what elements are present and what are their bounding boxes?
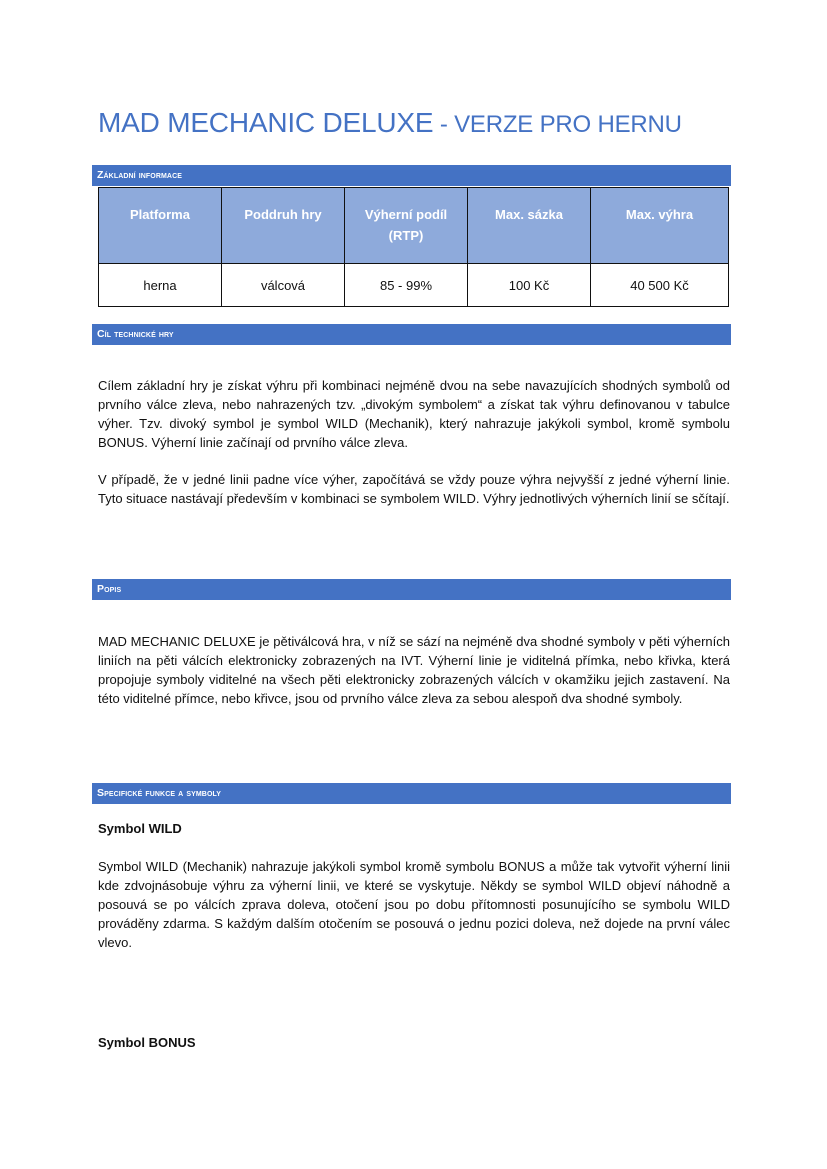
title-main: MAD MECHANIC DELUXE — [98, 107, 434, 138]
table-header-cell: Max. výhra — [591, 188, 729, 264]
table-header-cell: Poddruh hry — [222, 188, 345, 264]
goal-paragraph-1: Cílem základní hry je získat výhru při kombinaci nejméně dvou na sebe navazujících shodných symbolů od prvního válce zleva, nebo nahrazených tzv. „divokým symbolem“ a získat tak výhru definovanou v tabulce výher. Tzv. divoký symbol je symbol WILD (Mechanik), který nahrazuje jakýkoli symbol, kromě symbolu BONUS. Výherní linie začínají od prvního válce zleva. — [98, 378, 730, 450]
table-header-cell: Platforma — [99, 188, 222, 264]
table-row — [99, 264, 729, 307]
bonus-heading: Symbol BONUS — [98, 1035, 196, 1050]
title-sub: VERZE PRO HERNU — [454, 111, 682, 138]
section-header-specific: Specifické funkce a symboly — [92, 783, 731, 804]
table-header-cell: Max. sázka — [468, 188, 591, 264]
table-header-row — [99, 188, 729, 264]
table-cell: herna — [99, 264, 222, 307]
table-cell: 85 - 99% — [345, 264, 468, 307]
section-header-basic-info: Základní informace — [92, 165, 731, 186]
page-title — [98, 103, 682, 140]
wild-paragraph: Symbol WILD (Mechanik) nahrazuje jakýkoli symbol kromě symbolu BONUS a může tak vytvořit výherní linii kde zdvojnásobuje výhru za výherní linii, ve které se vyskytuje. Někdy se symbol WILD objeví náhodně a posouvá se po válcích zprava doleva, otočení jsou po dobu přítomnosti posunujícího se symbolu WILD prováděny zdarma. S každým dalším otočením se posouvá o jednu pozici doleva, než dojede na první válec vlevo. — [98, 859, 730, 950]
table-header-cell: Výherní podíl (RTP) — [345, 188, 468, 264]
goal-paragraph-2: V případě, že v jedné linii padne více výher, započítává se vždy pouze výhra nejvyšší z jedné výherní linie. Tyto situace nastávají především v kombinaci se symbolem WILD. Výhry jednotlivých výherních linií se sčítají. — [98, 472, 730, 506]
title-separator: - — [433, 111, 455, 138]
section-header-goal: Cíl technické hry — [92, 324, 731, 345]
table-cell: 100 Kč — [468, 264, 591, 307]
info-table — [98, 187, 729, 307]
section-header-description: Popis — [92, 579, 731, 600]
table-cell: válcová — [222, 264, 345, 307]
table-cell: 40 500 Kč — [591, 264, 729, 307]
wild-heading: Symbol WILD — [98, 821, 182, 836]
description-paragraph: MAD MECHANIC DELUXE je pětiválcová hra, v níž se sází na nejméně dva shodné symboly v pěti výherních liniích na pěti válcích elektronicky zobrazených na IVT. Výherní linie je viditelná přímka, nebo křivka, která propojuje symboly viditelné na všech pěti elektronicky zobrazených válcích v okamžiku jejich zastavení. Na této viditelné přímce, nebo křivce, jsou od prvního válce zleva za sebou alespoň dva shodné symboly. — [98, 634, 730, 706]
